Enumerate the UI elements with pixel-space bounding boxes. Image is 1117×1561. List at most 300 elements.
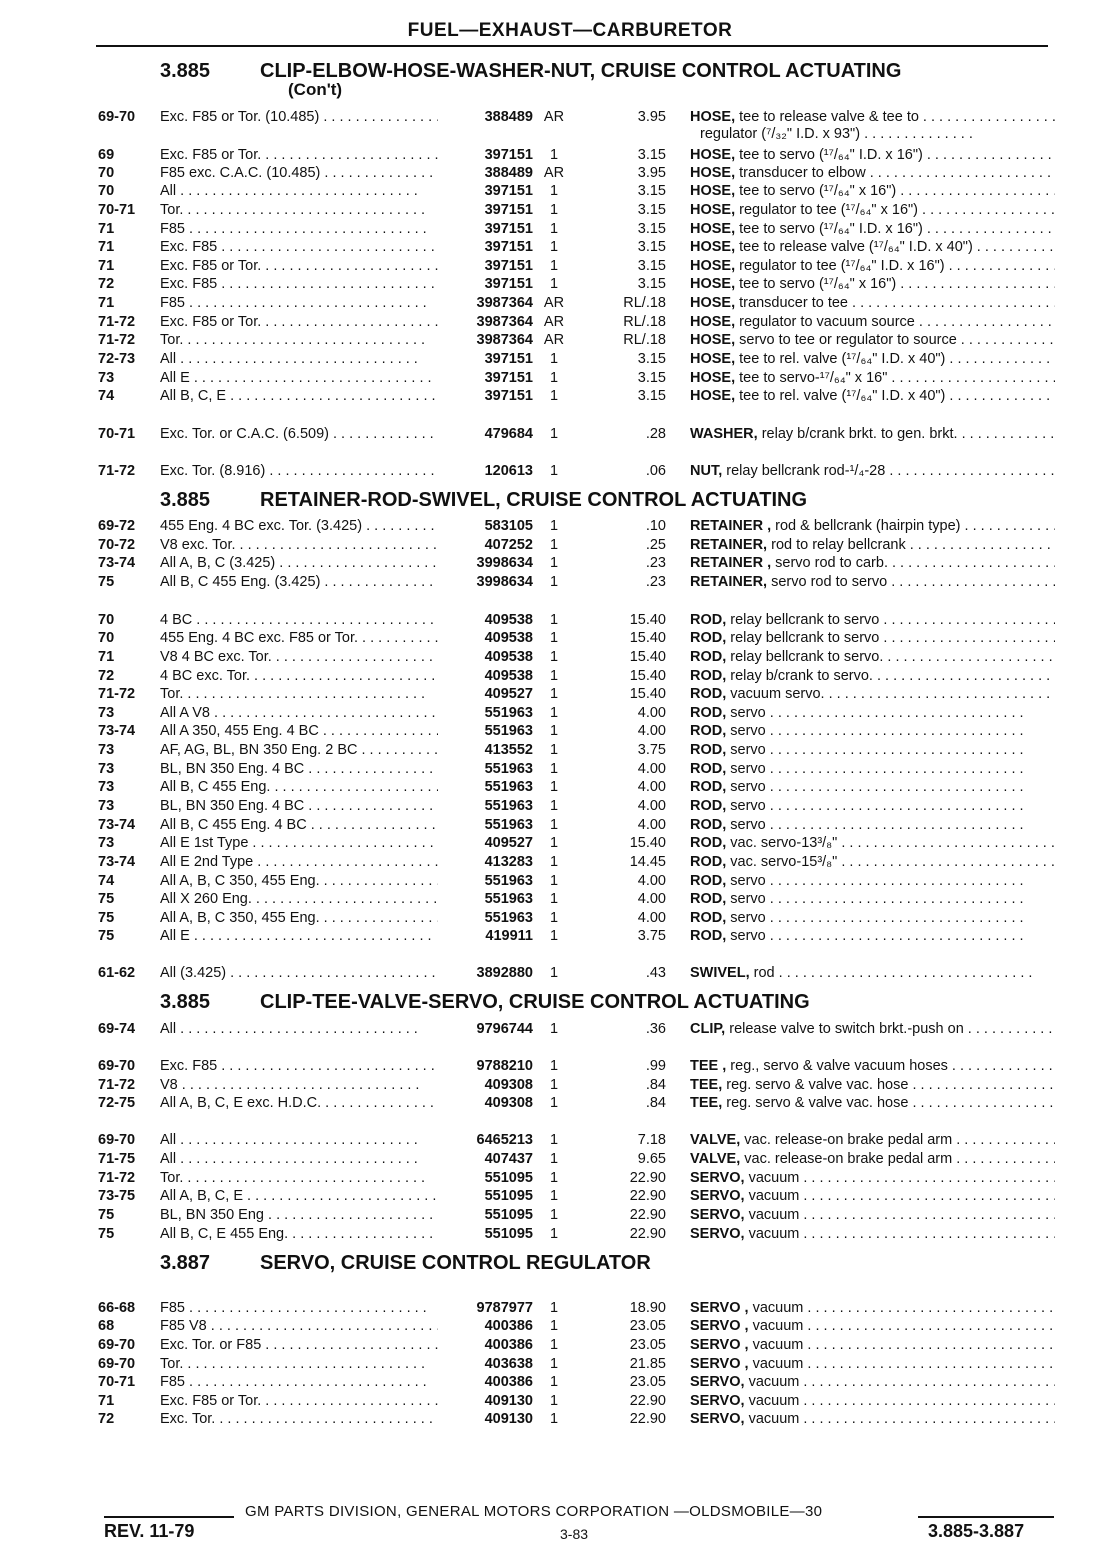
application: All A 350, 455 Eng. 4 BC . . . [160,722,438,740]
parts-row [0,722,1117,740]
model-years: 73 [98,835,115,851]
parts-row [0,927,1117,945]
parts-row [0,1131,1117,1149]
description-continuation: regulator (⁷/₃₂" I.D. x 93") . . . [700,126,973,142]
model-years: 71 [98,649,115,665]
price: .43 [645,965,666,981]
item-detail: vacuum [752,1318,804,1334]
part-number: 551095 [484,1188,533,1204]
application: All X 260 Eng. . . . [160,890,438,908]
application: All B, C 455 Eng. 4 BC . . . [160,816,438,834]
quantity: 1 [549,1170,559,1186]
parts-row [0,611,1117,629]
section-number: 3.885 [160,489,211,511]
quantity: 1 [549,965,559,981]
part-number: 409130 [484,1411,533,1427]
model-years: 71-72 [98,332,136,348]
parts-row [0,834,1117,852]
item-name: SERVO , [690,1337,749,1353]
parts-row [0,1206,1117,1224]
item-name: HOSE, [690,295,736,311]
application: V8 exc. Tor. . . . [160,536,438,554]
part-number: 397151 [484,202,533,218]
parts-row [0,164,1117,182]
description [690,1317,1055,1335]
model-years: 72-73 [98,351,136,367]
part-number: 3892880 [476,965,533,981]
price: .06 [645,463,666,479]
quantity: AR [543,165,565,181]
price: 22.90 [629,1411,666,1427]
item-detail: tee to servo-¹⁷/₆₄" x 16" [739,370,888,386]
item-name: HOSE, [690,221,736,237]
price: RL/.18 [623,332,666,348]
application: All . . . [160,1131,438,1149]
application: All B, C 455 Eng. . . . [160,778,438,796]
part-number: 397151 [484,147,533,163]
price: .84 [645,1095,666,1111]
description [690,741,1055,759]
item-detail: reg. servo & valve vac. hose [726,1095,909,1111]
quantity: 1 [549,221,559,237]
parts-row [0,331,1117,349]
parts-row [0,1020,1117,1038]
quantity: 1 [549,426,559,442]
model-years: 66-68 [98,1300,136,1316]
application: F85 . . . [160,220,438,238]
application: All E 1st Type . . . [160,834,438,852]
description [690,927,1055,945]
item-name: ROD, [690,705,727,721]
parts-row [0,387,1117,405]
quantity: 1 [549,873,559,889]
model-years: 73 [98,779,115,795]
description [690,1187,1055,1205]
item-name: HOSE, [690,147,736,163]
application: BL, BN 350 Eng . . . [160,1206,438,1224]
parts-row [0,201,1117,219]
item-name: HOSE, [690,332,736,348]
quantity: 1 [549,649,559,665]
price: 4.00 [637,798,666,814]
section-number: 3.885 [160,60,211,82]
price: 22.90 [629,1170,666,1186]
model-years: 73-74 [98,555,136,571]
part-number: 551963 [484,873,533,889]
item-name: TEE , [690,1058,727,1074]
application: Exc. F85 or Tor. . . . [160,1392,438,1410]
item-name: SWIVEL, [690,965,750,981]
price: 14.45 [629,854,666,870]
item-name: TEE, [690,1077,723,1093]
model-years: 70-71 [98,202,136,218]
description [690,834,1055,852]
price: 4.00 [637,891,666,907]
part-number: 400386 [484,1374,533,1390]
item-detail: servo [730,910,766,926]
quantity: 1 [549,1318,559,1334]
description [690,853,1055,871]
item-detail: release valve to switch brkt.-push on [729,1021,964,1037]
parts-row [0,1299,1117,1317]
description [690,1169,1055,1187]
model-years: 73 [98,705,115,721]
application: F85 V8 . . . [160,1317,438,1335]
description [690,164,1055,182]
application: BL, BN 350 Eng. 4 BC . . . [160,760,438,778]
quantity: 1 [549,779,559,795]
part-number: 9796744 [476,1021,533,1037]
quantity: 1 [549,910,559,926]
model-years: 68 [98,1318,115,1334]
part-number: 409308 [484,1077,533,1093]
application: All (3.425) . . . [160,964,438,982]
application: All B, C, E 455 Eng. . . . [160,1225,438,1243]
application: Exc. F85 or Tor. . . . [160,146,438,164]
description [690,201,1055,219]
application: V8 . . . [160,1076,438,1094]
item-name: VALVE, [690,1151,741,1167]
item-detail: relay b/crank to servo. [730,668,873,684]
application: F85 . . . [160,1373,438,1391]
part-number: 551963 [484,798,533,814]
part-number: 397151 [484,276,533,292]
application: Tor. . . . [160,1355,438,1373]
item-detail: rod to relay bellcrank [771,537,906,553]
quantity: 1 [549,1300,559,1316]
item-detail: servo [730,928,766,944]
description [690,294,1055,312]
description [690,220,1055,238]
model-years: 73 [98,761,115,777]
model-years: 71-72 [98,1170,136,1186]
description [690,369,1055,387]
item-detail: vacuum servo. [730,686,825,702]
section-title: CLIP-TEE-VALVE-SERVO, CRUISE CONTROL ACTUATING [260,991,810,1013]
quantity: 1 [549,761,559,777]
model-years: 75 [98,574,115,590]
quantity: 1 [549,742,559,758]
parts-row [0,760,1117,778]
item-name: ROD, [690,798,727,814]
item-detail: vacuum [748,1226,800,1242]
part-number: 419911 [485,928,533,944]
price: 3.15 [637,202,666,218]
parts-row [0,275,1117,293]
application: Exc. F85 . . . [160,1057,438,1075]
application: Exc. F85 or Tor. (10.485) . . . [160,108,438,126]
part-number: 479684 [484,426,533,442]
part-number: 9788210 [476,1058,533,1074]
quantity: 1 [549,1411,559,1427]
part-number: 6465213 [476,1132,533,1148]
model-years: 70 [98,183,115,199]
description [690,108,1055,126]
parts-row [0,238,1117,256]
quantity: 1 [549,239,559,255]
parts-row [0,1336,1117,1354]
description [690,425,1055,443]
model-years: 71-75 [98,1151,136,1167]
quantity: 1 [549,147,559,163]
title-rule [96,45,1048,47]
part-number: 3987364 [476,332,533,348]
model-years: 71 [98,239,115,255]
description [690,1355,1055,1373]
price: 3.15 [637,183,666,199]
item-name: NUT, [690,463,723,479]
part-number: 551095 [484,1207,533,1223]
quantity: 1 [549,183,559,199]
part-number: 3987364 [476,314,533,330]
item-name: ROD, [690,668,727,684]
quantity: 1 [549,612,559,628]
description [690,146,1055,164]
application: All E . . . [160,927,438,945]
parts-row [0,182,1117,200]
description [690,1206,1055,1224]
parts-row [0,536,1117,554]
item-detail: servo rod to servo [771,574,888,590]
item-detail: servo [730,873,766,889]
price: 4.00 [637,723,666,739]
section-title: RETAINER-ROD-SWIVEL, CRUISE CONTROL ACTUATING [260,489,808,511]
application: AF, AG, BL, BN 350 Eng. 2 BC . . . [160,741,438,759]
description [690,536,1055,554]
application: All . . . [160,182,438,200]
model-years: 73 [98,370,115,386]
price: .23 [645,574,666,590]
description [690,1225,1055,1243]
part-number: 397151 [484,351,533,367]
item-detail: rod [753,965,775,981]
application: BL, BN 350 Eng. 4 BC . . . [160,797,438,815]
price: 22.90 [629,1226,666,1242]
part-number: 551963 [484,910,533,926]
parts-row [0,517,1117,535]
model-years: 70 [98,612,115,628]
application: Exc. F85 . . . [160,275,438,293]
item-detail: servo [730,742,766,758]
item-name: HOSE, [690,370,736,386]
parts-row [0,146,1117,164]
quantity: AR [543,295,565,311]
price: 23.05 [629,1337,666,1353]
model-years: 72 [98,668,115,684]
item-detail: relay bellcrank to servo [730,612,880,628]
price: 15.40 [629,630,666,646]
quantity: 1 [549,1337,559,1353]
part-number: 397151 [484,239,533,255]
section-reference: 3.885-3.887 [928,1521,1025,1541]
part-number: 551963 [484,779,533,795]
model-years: 75 [98,891,115,907]
quantity: 1 [549,817,559,833]
parts-row [0,667,1117,685]
item-detail: vac. release-on brake pedal arm [744,1151,953,1167]
item-detail: servo [730,705,766,721]
application: Exc. Tor. or F85 . . . [160,1336,438,1354]
model-years: 75 [98,928,115,944]
application: All A, B, C, E . . . [160,1187,438,1205]
model-years: 73 [98,742,115,758]
application: All B, C, E . . . [160,387,438,405]
model-years: 74 [98,388,115,404]
part-number: 397151 [484,388,533,404]
price: RL/.18 [623,314,666,330]
item-name: SERVO , [690,1318,749,1334]
price: .84 [645,1077,666,1093]
application: All E 2nd Type . . . [160,853,438,871]
model-years: 69-70 [98,1356,136,1372]
item-detail: tee to release valve & tee to [739,109,919,125]
application: 4 BC . . . [160,611,438,629]
description [690,1373,1055,1391]
parts-row [0,1410,1117,1428]
item-name: SERVO, [690,1411,745,1427]
item-detail: tee to servo (¹⁷/₆₄" x 16") [739,183,897,199]
part-number: 407252 [484,537,533,553]
quantity: 1 [549,1226,559,1242]
description [690,797,1055,815]
model-years: 70-71 [98,426,136,442]
application: Exc. Tor. (8.916) . . . [160,462,438,480]
model-years: 70-71 [98,1374,136,1390]
page-title: FUEL—EXHAUST—CARBURETOR [407,20,733,41]
price: 4.00 [637,817,666,833]
price: 15.40 [629,668,666,684]
quantity: 1 [549,705,559,721]
model-years: 73-74 [98,723,136,739]
item-name: ROD, [690,630,727,646]
description [690,722,1055,740]
item-detail: servo rod to carb. [775,555,888,571]
description [690,816,1055,834]
model-years: 70 [98,165,115,181]
price: 4.00 [637,761,666,777]
description [690,182,1055,200]
item-detail: vacuum [748,1170,800,1186]
parts-row [0,554,1117,572]
parts-row [0,964,1117,982]
model-years: 69-74 [98,1021,136,1037]
price: 3.15 [637,351,666,367]
item-name: ROD, [690,686,727,702]
application: Tor. . . . [160,685,438,703]
price: 3.15 [637,258,666,274]
item-detail: regulator to tee (¹⁷/₆₄" I.D. x 16") [739,258,945,274]
price: RL/.18 [623,295,666,311]
parts-row [0,1150,1117,1168]
description [690,462,1055,480]
parts-row [0,685,1117,703]
model-years: 69-70 [98,1337,136,1353]
application: V8 4 BC exc. Tor. . . . [160,648,438,666]
application: All . . . [160,350,438,368]
part-number: 409308 [484,1095,533,1111]
parts-row [0,1187,1117,1205]
item-detail: vacuum [748,1188,800,1204]
item-detail: vacuum [748,1393,800,1409]
item-detail: transducer to tee [739,295,848,311]
part-number: 551963 [484,723,533,739]
price: 15.40 [629,835,666,851]
item-name: SERVO, [690,1393,745,1409]
application: Tor. . . . [160,331,438,349]
item-name: ROD, [690,928,727,944]
quantity: 1 [549,537,559,553]
quantity: 1 [549,1095,559,1111]
model-years: 72 [98,276,115,292]
parts-row [0,629,1117,647]
quantity: 1 [549,574,559,590]
application: All A, B, C 350, 455 Eng. . . . [160,872,438,890]
price: 3.75 [637,742,666,758]
description [690,275,1055,293]
item-name: ROD, [690,723,727,739]
application: All A, B, C (3.425) . . . [160,554,438,572]
item-name: RETAINER , [690,518,772,534]
item-name: WASHER, [690,426,758,442]
quantity: 1 [549,854,559,870]
model-years: 73-74 [98,854,136,870]
model-years: 69-72 [98,518,136,534]
description [690,554,1055,572]
part-number: 388489 [484,109,533,125]
application: All A, B, C, E exc. H.D.C. . . . [160,1094,438,1112]
item-name: TEE, [690,1095,723,1111]
quantity: 1 [549,1393,559,1409]
parts-row [0,648,1117,666]
description [690,517,1055,535]
item-name: HOSE, [690,258,736,274]
price: 4.00 [637,779,666,795]
price: 22.90 [629,1207,666,1223]
description [690,890,1055,908]
price: 9.65 [637,1151,666,1167]
item-detail: tee to servo (¹⁷/₆₄" I.D. x 16") [739,147,923,163]
application: F85 . . . [160,1299,438,1317]
price: 22.90 [629,1393,666,1409]
model-years: 71 [98,1393,115,1409]
price: 4.00 [637,873,666,889]
item-detail: rod & bellcrank (hairpin type) [775,518,961,534]
application: 4 BC exc. Tor. . . . [160,667,438,685]
parts-row [0,1317,1117,1335]
description [690,629,1055,647]
application: Exc. Tor. or C.A.C. (6.509) . . . [160,425,438,443]
quantity: AR [543,314,565,330]
price: 15.40 [629,649,666,665]
parts-row [0,1225,1117,1243]
item-detail: servo [730,817,766,833]
part-number: 409527 [484,835,533,851]
footer-publisher: GM PARTS DIVISION, GENERAL MOTORS CORPORATION —OLDSMOBILE—30 [245,1503,823,1520]
description [690,778,1055,796]
quantity: 1 [549,276,559,292]
quantity: 1 [549,798,559,814]
item-detail: vacuum [748,1411,800,1427]
price: .25 [645,537,666,553]
application: Exc. Tor. . . . [160,1410,438,1428]
item-detail: tee to rel. valve (¹⁷/₆₄" I.D. x 40") [739,351,946,367]
item-name: HOSE, [690,388,736,404]
model-years: 71-72 [98,1077,136,1093]
quantity: 1 [549,1374,559,1390]
price: .23 [645,555,666,571]
model-years: 70-72 [98,537,136,553]
item-name: HOSE, [690,351,736,367]
